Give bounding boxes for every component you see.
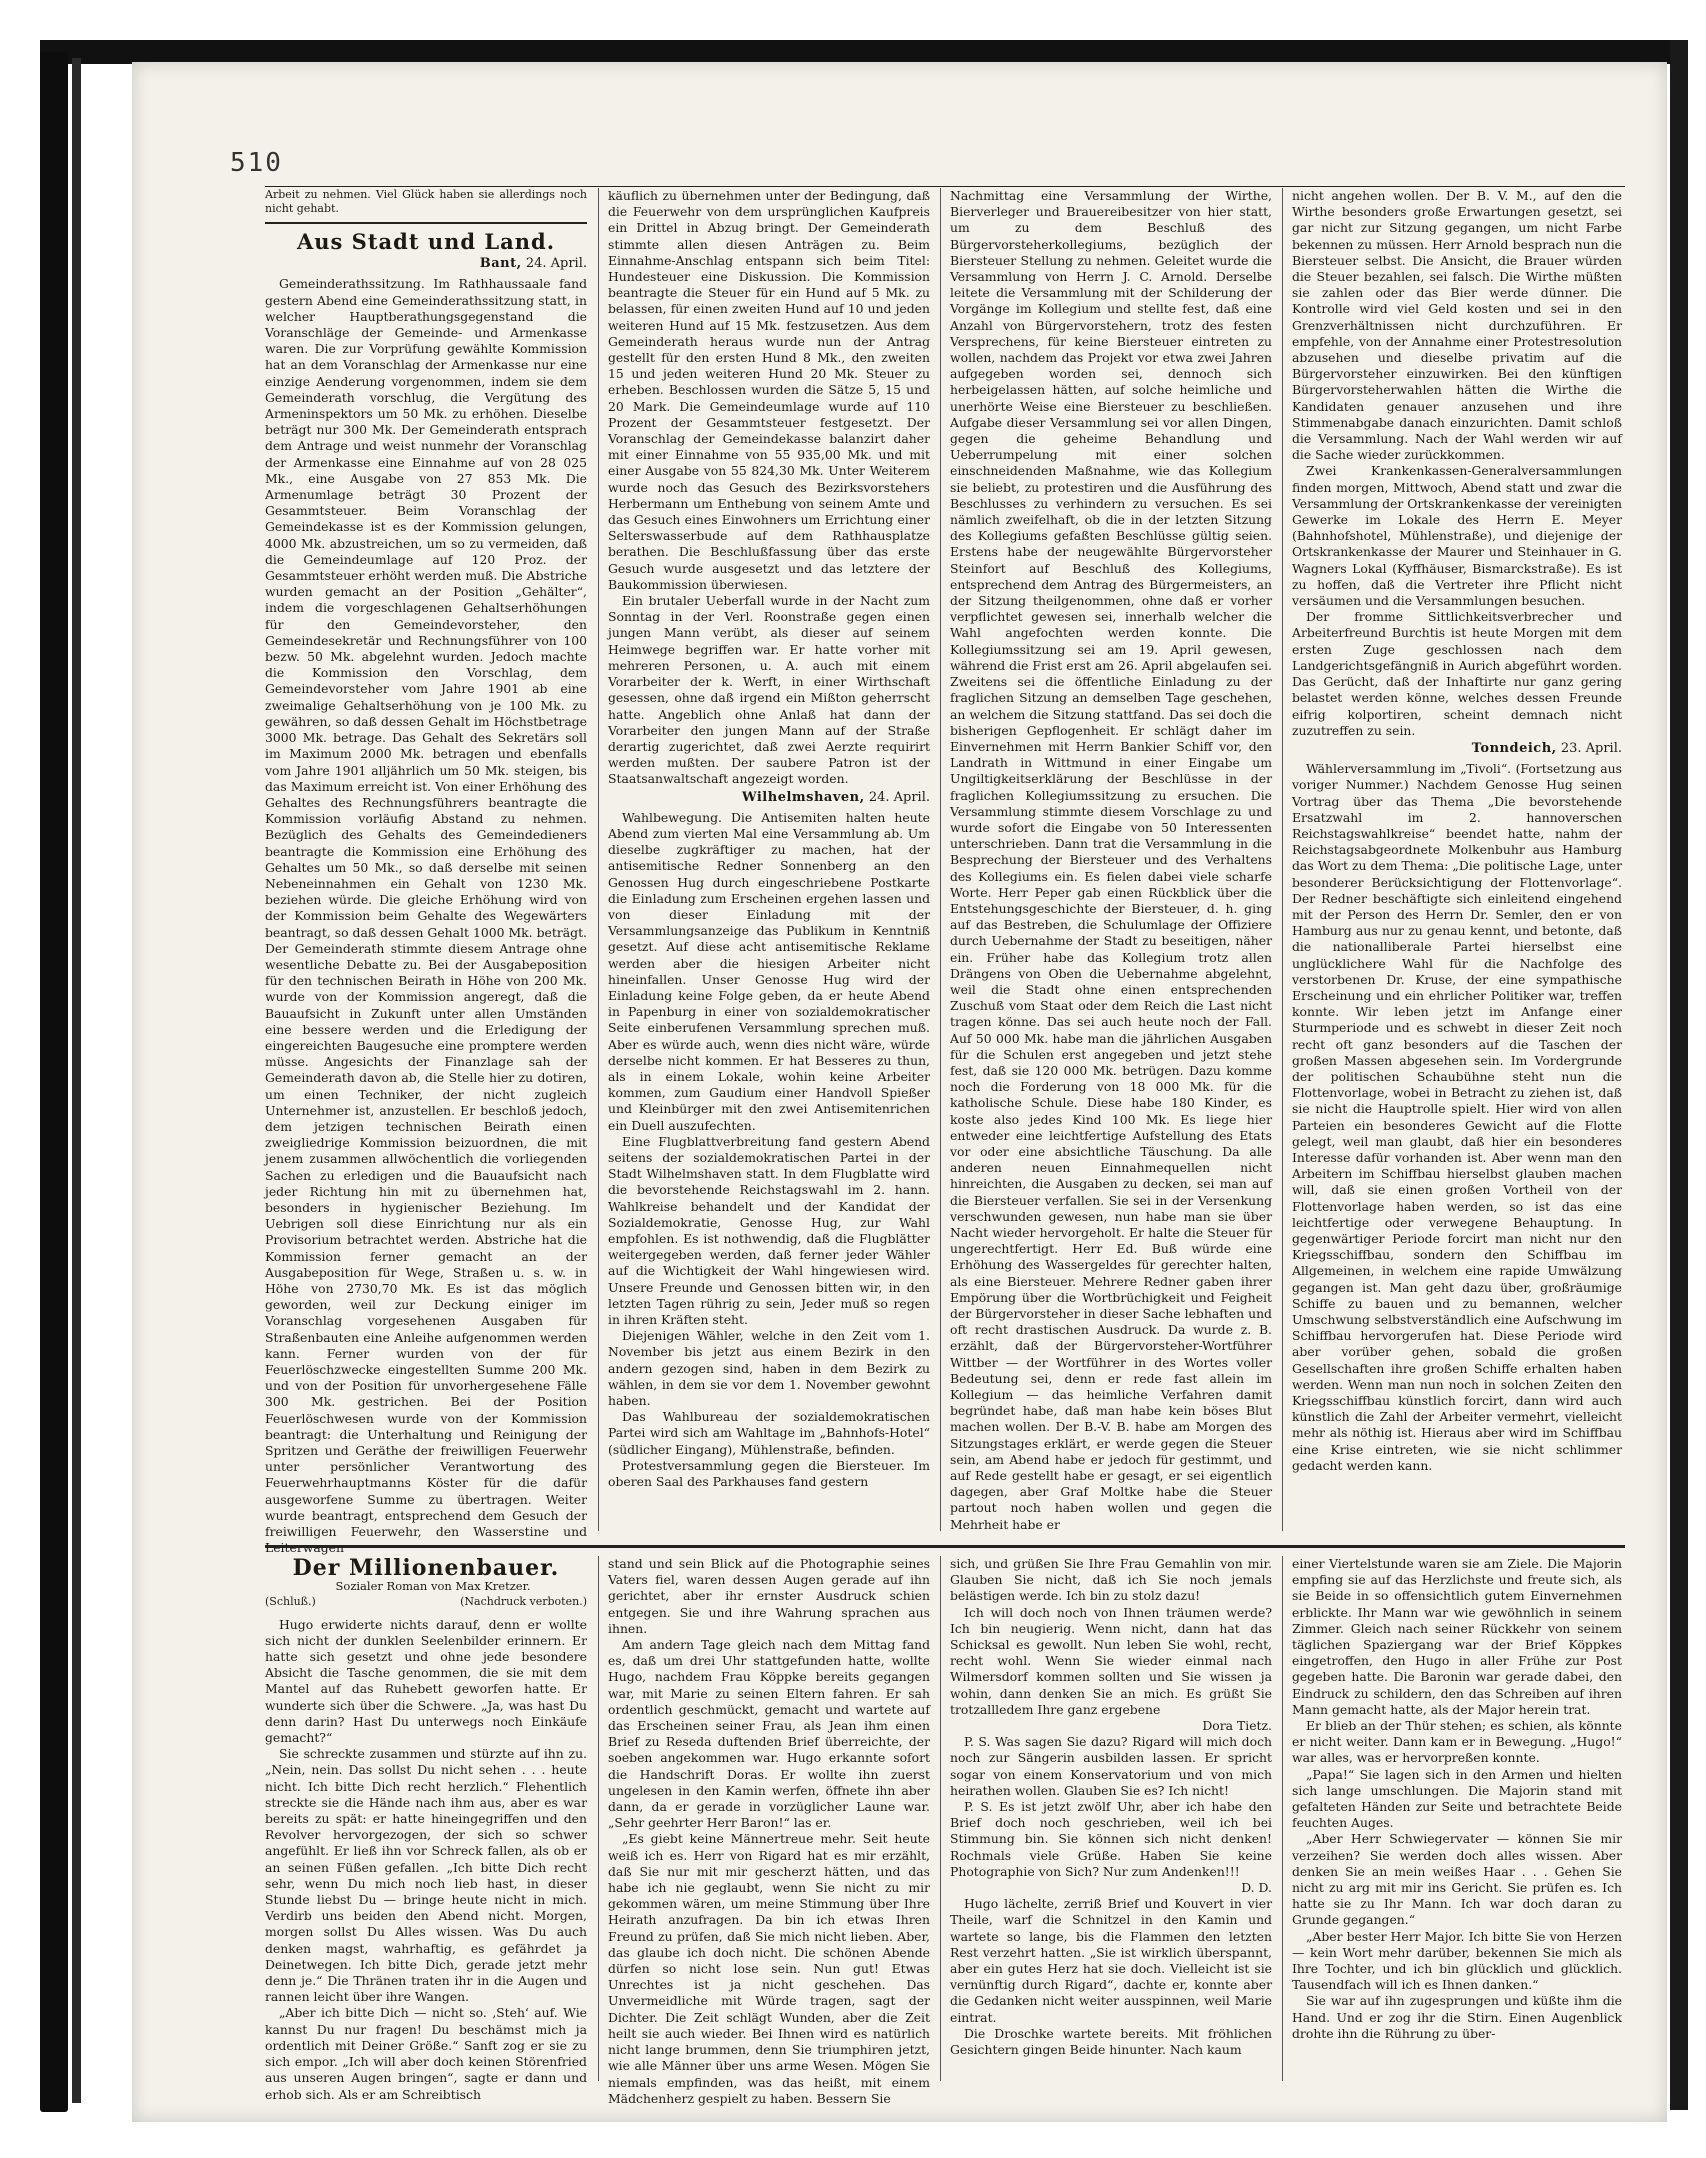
page-number: 510 xyxy=(230,148,283,178)
novel-paragraph: Die Droschke wartete bereits. Mit fröhlichen Gesichtern gingen Beide hinunter. Nach kaum xyxy=(950,2025,1272,2058)
novel-notes xyxy=(265,1594,587,1610)
article-paragraph: nicht angehen wollen. Der B. V. M., auf den die Wirthe besonders große Erwartungen gesetzt, sei gar nicht zur Sitzung gegangen, um nicht Farbe bekennen zu müssen. Herr Arnold besprach nun die Biersteuer selbst. Die Ansicht, die Brauer würden die Steuer bezahlen, sei falsch. Die Wirthe müßten sie zahlen oder das Bier werde dünner. Die Kontrolle wird viel Geld kosten und sei in den Grenzverhältnissen nicht durchzuführen. Er empfehle, von der Annahme einer Protestresolution abzusehen und dieselbe privatim auf die Bürgervorsteher einzuwirken. Bei den künftigen Bürgervorsteherwahlen hätten die Wirthe die Kandidaten genauer anzusehen und ihre Stimmenabgabe danach einzurichten. Damit schloß die Versammlung. Nach der Wahl werden wir auf die Sache wieder zurückkommen. xyxy=(1292,188,1622,463)
binding-top xyxy=(40,40,1680,64)
column-2 xyxy=(608,188,930,1533)
column-1 xyxy=(265,188,587,1540)
novel-paragraph: „Papa!“ Sie lagen sich in den Armen und hielten sich lange umschlungen. Die Majorin stand mit gefalteten Händen zur Seite und betrachtete Beide feuchten Auges. xyxy=(1292,1766,1622,1831)
column-divider xyxy=(940,1556,941,2081)
article-paragraph: Protestversammlung gegen die Biersteuer. Im oberen Saal des Parkhauses fand gestern xyxy=(608,1457,930,1490)
novel-paragraph: Ich will doch noch von Ihnen träumen werde? Ich bin neugierig. Wenn nicht, dann hat das Schicksal es gewollt. Nun leben Sie wohl, recht, recht wohl. Wenn Sie wieder einmal nach Wilmersdorf kommen sollten und Sie wissen ja wohin, dann denken Sie an mich. Es grüßt Sie trotzallledem Ihre ganz ergebene xyxy=(950,1604,1272,1717)
novel-column-3 xyxy=(950,1556,1272,2086)
article-paragraph: Zwei Krankenkassen-Generalversammlungen finden morgen, Mittwoch, Abend statt und zwar die Versammlung der Ortskrankenkasse der vereinigten Gewerke im Lokale des Herrn E. Meyer (Bahnhofshotel, Mühlenstraße), und diejenige der Ortskrankenkasse der Maurer und Steinhauer in G. Wagners Lokal (Kyffhäuser, Bismarckstraße). Es ist zu hoffen, daß die Vertreter ihre Pflicht nicht versäumen und die Versammlungen besuchen. xyxy=(1292,463,1622,609)
novel-paragraph: Er blieb an der Thür stehen; es schien, als könnte er nicht weiter. Dann kam er in Bewegung. „Hugo!“ war alles, was er hervorpreßen konnte. xyxy=(1292,1718,1622,1766)
column-3 xyxy=(950,188,1272,1533)
dateline xyxy=(1292,741,1622,757)
article-paragraph: Nachmittag eine Versammlung der Wirthe, Bierverleger und Brauereibesitzer von hier statt, um zu dem Beschluß des Bürgervorsteherkollegiums, bezüglich der Biersteuer Stellung zu nehmen. Geleitet wurde die Versammlung von Herrn J. C. Arnold. Derselbe leitete die Versammlung mit der Schilderung der Vorgänge im Kollegium und stellte fest, daß eine Anzahl von Bürgervorstehern, trotz des festen Versprechens, für keine Biersteuer eintreten zu wollen, nachdem das Projekt vor etwa zwei Jahren aufgegeben worden sei, dennoch sich herbeigelassen hätten, auf solche heimliche und unerhörte Weise eine Biersteuer zu beschließen. Aufgabe dieser Versammlung sei vor allen Dingen, gegen die geheime Behandlung und Ueberrumpelung mit einer solchen einschneidenden Maßnahme, wie das Kollegium sie beliebt, zu protestiren und die Ausführung des Beschlusses zu verhindern zu versuchen. Es sei nämlich zweifelhaft, ob die in der letzten Sitzung des Kollegiums gefaßten Beschlüsse gültig seien. Erstens habe der neugewählte Bürgervorsteher Steinfort auf Beschluß des Kollegiums, entsprechend dem Antrag des Bürgermeisters, an der Sitzung theilgenommen, ohne daß er vorher verpflichtet gewesen sei, innerhalb welcher die Wahl angefochten werden konnte. Die Kollegiumssitzung sei am 19. April gewesen, während die Frist erst am 26. April abgelaufen sei. Zweitens sei die öffentliche Einladung zu der fraglichen Sitzung an demselben Tage geschehen, an welchem die Sitzung stattfand. Das sei doch die bisherigen Gepflogenheit. Er schlägt daher im Einvernehmen mit Herrn Bankier Schiff vor, den Landrath in Wittmund in einer Eingabe um Ungiltigkeitserklärung der Beschlüsse in der fraglichen Kollegiumssitzung zu ersuchen. Die Versammlung stimmte diesem Vorschlage zu und wurde sofort die Eingabe von 50 Interessenten unterschrieben. Dann trat die Versammlung in die Besprechung der Biersteuer und des Verhaltens des Kollegiums ein. Es fielen dabei viele scharfe Worte. Herr Peper gab einen Rückblick über die Entstehungsgeschichte der Biersteuer, d. h. ging auf das Bestreben, die Schulumlage der Offiziere durch Uebernahme der Stadt zu beseitigen, näher ein. Früher habe das Kollegium trotz allen Drängens von Oben die Uebernahme abgelehnt, weil die Stadt ohne einen entsprechenden Zuschuß vom Staat oder dem Reich die Last nicht tragen könne. Das sei auch heute noch der Fall. Auf 50 000 Mk. habe man die jährlichen Ausgaben für die Schulen erst angegeben und jetzt stehe fest, daß sie 120 000 Mk. betrügen. Dazu komme noch die Forderung von 18 000 Mk. für die katholische Schule. Diese habe 180 Kinder, es koste also jedes Kind 100 Mk. Es liege hier entweder eine leichtfertige Aufstellung des Etats vor oder eine absichtliche Täuschung. Da alle anderen neuen Einnahmequellen nicht hinreichten, die Ausgaben zu decken, sei man auf die Biersteuer verfallen. Sie sei in der Versenkung verschwunden gewesen, nun habe man sie über Nacht wieder hervorgeholt. Er halte die Steuer für ungerechtfertigt. Herr Ed. Buß würde eine Erhöhung des Wassergeldes für gerechter halten, als eine Biersteuer. Mehrere Redner gaben ihrer Empörung über die Wortbrüchigkeit und Feigheit der Bürgervorsteher in dieser Sache lebhaften und oft recht drastischen Ausdruck. Da wurde z. B. erzählt, daß der Bürgervorsteher-Wortführer Wittber — der Wortführer in des Wortes voller Bedeutung sei, denn er rede fast allein im Kollegium — das heimliche Verfahren damit begründet habe, daß man habe kein böses Blut machen wollen. Der B.-V. B. habe am Morgen des Sitzungstages erklärt, er werde gegen die Steuer sein, am Abend habe er jedoch für gestimmt, und auf Rede gestellt habe er gesagt, er sei eigentlich dagegen, aber Graf Moltke habe die Steuer partout noch haben wollen und gegen die Mehrheit habe er xyxy=(950,188,1272,1532)
dateline-date: 23. April. xyxy=(1560,740,1622,756)
binding-right xyxy=(1670,40,1688,2110)
postscript: P. S. Was sagen Sie dazu? Rigard will mich doch noch zur Sängerin ausbilden lassen. Er spricht sogar von einem Konservatorium und von mich heirathen wollen. Glauben Sie es? Ich nicht! xyxy=(950,1734,1272,1798)
article-paragraph: Diejenigen Wähler, welche in den Zeit vom 1. November bis jetzt aus einem Bezirk in den andern gezogen sind, haben in dem Bezirk zu wählen, in dem sie vor dem 1. November gewohnt haben. xyxy=(608,1328,930,1409)
article-paragraph: Eine Flugblattverbreitung fand gestern Abend seitens der sozialdemokratischen Partei in der Stadt Wilhelmshaven statt. In dem Flugblatte wird die bevorstehende Reichstagswahl im 2. hann. Wahlkreise behandelt und der Kandidat der Sozialdemokratie, Genosse Hug, zur Wahl empfohlen. Es ist nothwendig, daß die Flugblätter weitergegeben werden, daß ferner jeder Wähler auf die Wichtigkeit der Wahl hingewiesen wird. Unsere Freunde und Genossen bitten wir, in den letzten Tagen rührig zu sein, Jeder muß so regen in ihren Kräften steht. xyxy=(608,1133,930,1328)
novel-paragraph: stand und sein Blick auf die Photographie seines Vaters fiel, waren dessen Augen gerade auf ihn gerichtet, aber ihr ernster Ausdruck schien entgegen. Sie und ihre Wahrung sprachen aus ihnen. xyxy=(608,1556,930,1636)
novel-paragraph: Sie schreckte zusammen und stürzte auf ihn zu. „Nein, nein. Das sollst Du nicht sehen . . . heute nicht. Ich bitte Dich recht herzlich.“ Flehentlich streckte sie die Hände nach ihm aus, aber es war bereits zu spät: er hatte hineingegriffen und den Revolver hervorgezogen, der sich so schwer angefühlt. Er ließ ihn vor Schreck fallen, als ob er an seinen Füßen gefallen. „Ich bitte Dich recht sehr, wenn Du mich noch lieb hast, in dieser Stunde liebst Du — bringe heute nicht in mich. Verdirb uns beiden den Abend nicht. Morgen, morgen sollst Du Alles wissen. Was Du auch denken magst, wahrhaftig, es gefährdet ja Deinetwegen. Ich bitte Dich, gerade jetzt mehr denn je.“ Die Thränen traten ihr in die Augen und rannen leicht über ihre Wangen. xyxy=(265,1746,587,2005)
section-title: Aus Stadt und Land. xyxy=(296,229,556,254)
top-rule xyxy=(265,186,1625,187)
feuilleton-rule xyxy=(265,1545,1625,1548)
article-paragraph: Wahlbewegung. Die Antisemiten halten heute Abend zum vierten Mal eine Versammlung ab. Um dieselbe zugkräftiger zu machen, hat der antisemitische Redner Sonnenberg an den Genossen Hug durch eingeschriebene Postkarte die Einladung zum Erscheinen ergehen lassen und von dieser Einladung mit der Versammlungsanzeige das Publikum in Kenntniß gesetzt. Auf diese acht antisemitische Reklame werden aber die hiesigen Arbeiter nicht hineinfallen. Unser Genosse Hug wird der Einladung keine Folge geben, da er heute Abend in Papenburg in einer von sozialdemokratischer Seite einberufenen Versammlung sprechen muß. Aber es würde auch, wenn dies nicht wäre, würde derselbe nicht kommen. Er hat Besseres zu thun, als in einem Lokale, wohin keine Arbeiter kommen, zum Gaudium einer Handvoll Spießer und Kleinbürger mit den zwei Antisemitenrichen ein Duell auszufechten. xyxy=(608,809,930,1133)
novel-paragraph: „Aber Herr Schwiegervater — können Sie mir verzeihen? Sie werden doch alles wissen. Aber denken Sie an mein weißes Haar . . . Gehen Sie nicht zu arg mit mir ins Gericht. Sie prüfen es. Ich hatte sie zu Ihr Mann. Ich war doch daran zu Grunde gegangen.“ xyxy=(1292,1831,1622,1928)
dateline xyxy=(608,790,930,806)
top-note: Arbeit zu nehmen. Viel Glück haben sie allerdings noch nicht gehabt. xyxy=(265,188,587,215)
article-paragraph: Gemeinderathssitzung. Im Rathhaussaale fand gestern Abend eine Gemeinderathssitzung statt, in welcher Hauptberathungsgegenstand die Voranschläge der Gemeinde- und Armenkasse waren. Die zur Vorprüfung gewählte Kommission hat an dem Voranschlag der Armenkasse nur eine einzige Aenderung vorgenommen, indem sie dem Gemeinderath vorschlug, die Vergütung des Armeninspektors um 50 Mk. zu erhöhen. Dieselbe beträgt nur 300 Mk. Der Gemeinderath entsprach dem Antrage und weist nunmehr der Voranschlag der Armenkasse eine Einnahme auf von 28 025 Mk., eine Ausgabe von 27 853 Mk. Die Armenumlage beträgt 30 Prozent der Gesammtsteuer. Beim Voranschlag der Gemeindekasse ist es der Kommission gelungen, 4000 Mk. abzustreichen, um so zu vermeiden, daß die Gemeindeumlage auf 120 Proz. der Gesammtsteuer erhöht werden muß. Die Abstriche wurden gemacht an der Position „Gehälter“, indem die vorgeschlagenen Gehaltserhöhungen für den Gemeindevorsteher, den Gemeindesekretär und Rechnungsführer von 100 bezw. 50 Mk. abgelehnt wurden. Jedoch machte die Kommission den Vorschlag, dem Gemeindevorsteher vom Jahre 1901 ab eine zweimalige Gehaltserhöhung von je 100 Mk. zu gewähren, so daß dessen Gehalt im Höchstbetrage 3000 Mk. betrage. Das Gehalt des Sekretärs soll im Maximum 2000 Mk. betragen und ebenfalls vom Jahre 1901 alljährlich um 50 Mk. steigen, bis das Maximum erreicht ist. Von einer Erhöhung des Gehaltes des Rechnungsführers beantragte die Kommission vorläufig Abstand zu nehmen. Bezüglich des Gehalts des Gemeindedieners beantragte die Kommission eine Erhöhung des Gehaltes um 50 Mk., so daß derselbe mit seinen Nebeneinnahmen ein Gehalt von 1230 Mk. beziehen würde. Die gleiche Erhöhung wird von der Kommission beim Gehalte des Wegewärters beantragt, so daß dessen Gehalt 1000 Mk. beträgt. Der Gemeinderath stimmte diesem Antrage ohne wesentliche Debatte zu. Bei der Ausgabeposition für den technischen Beirath in Höhe von 200 Mk. wurde von der Kommission angeregt, daß die Bauaufsicht in Zukunft unter allen Umständen eine bessere werden und die Erledigung der eingereichten Baugesuche eine promptere werden müsse. Angesichts der Finanzlage sah der Gemeinderath davon ab, die Stelle hier zu dotiren, um einen Techniker, der nicht zugleich Unternehmer ist, anzustellen. Er beschloß jedoch, dem jetzigen technischen Beirath einen zweigliedrige Kommission beizuordnen, die mit jenem zusammen allwöchentlich die vorliegenden Sachen zu erledigen und die Bauaufsicht nach jeder Richtung hin mit zu übernehmen hat, besonders in hygienischer Beziehung. Im Uebrigen soll diese Einrichtung nur als ein Provisorium betrachtet werden. Abstriche hat die Kommission ferner gemacht an der Ausgabeposition für Wege, Straßen u. s. w. in Höhe von 2730,70 Mk. Es ist das möglich geworden, weil zur Deckung einiger im Voranschlag vorgesehenen Ausgaben für Straßenbauten eine Anleihe aufgenommen werden kann. Ferner wurden von der für Feuerlöschzwecke eingestellten Summe 200 Mk. und von der Position für unvorhergesehene Fälle 300 Mk. gestrichen. Bei der Position Feuerlöschwesen wurde von der Kommission beantragt: die Unterhaltung und Reinigung der Spritzen und Geräthe der freiwilligen Feuerwehr unter persönlicher Verantwortung des Feuerwehrhauptmanns Köster für die dafür ausgeworfene Summe zu übertragen. Weiter wurde beantragt, entsprechend dem Gesuch der freiwilligen Feuerwehr, den Wasserstine und xyxy=(265,276,587,1540)
novel-paragraph: Hugo lächelte, zerriß Brief und Kouvert in vier Theile, warf die Schnitzel in den Kamin und wartete so lange, bis die Flammen den letzten Rest verzehrt hatten. „Sie ist wirklich überspannt, aber ein gutes Herz hat sie doch. Vielleicht ist sie vernünftig durch Rigard“, dachte er, konnte aber die Gedanken nicht weiter ausspinnen, weil Marie eintrat. xyxy=(950,1896,1272,2025)
column-divider xyxy=(940,188,941,1531)
column-divider xyxy=(598,188,599,1531)
novel-paragraph: „Aber bester Herr Major. Ich bitte Sie von Herzen — kein Wort mehr darüber, bekennen Sie mich als Ihre Tochter, und ich bin glücklich und glücklich. Tausendfach will ich es Ihnen danken.“ xyxy=(1292,1928,1622,1993)
dateline-date: 24. April. xyxy=(868,789,930,805)
postscript: P. S. Es ist jetzt zwölf Uhr, aber ich habe den Brief doch noch geschrieben, weil ich bei Stimmung bin. Sie können sich nicht denken! Rochmals viele Grüße. Haben Sie keine Photographie von Sich? Nur zum Andenken!!! xyxy=(950,1799,1272,1879)
dateline-place: Wilhelmshaven, xyxy=(742,789,865,805)
novel-right-note: (Nachdruck verboten.) xyxy=(460,1595,587,1609)
article-paragraph: käuflich zu übernehmen unter der Bedingung, daß die Feuerwehr von dem ursprünglichen Kaufpreis ein Drittel in Abzug bringt. Der Gemeinderath stimmte allen diesen Anträgen zu. Beim Einnahme-Anschlag entspann sich beim Titel: Hundesteuer eine Diskussion. Die Kommission beantragte die Steuer für ein Hund auf 5 Mk. zu belassen, für einen zweiten Hund auf 10 und jeden weiteren Hund auf 15 Mk. festzusetzen. Aus dem Gemeinderath heraus wurde nun der Antrag gestellt für den ersten Hund 8 Mk., den zweiten 15 und jeden weiteren Hund 20 Mk. Steuer zu erheben. Beschlossen wurden die Sätze 5, 15 und 20 Mark. Die Gemeindeumlage wurde auf 110 Prozent der Gesammtsteuer festgesetzt. Der Voranschlag der Gemeindekasse balanzirt daher mit einer Einnahme von 55 935,00 Mk. und mit einer Ausgabe von 55 824,30 Mk. Unter Weiterem wurde noch das Gesuch des Bezirksvorstehers Herbermann um Enthebung von seinem Amte und das Gesuch eines Einwohners um Errichtung einer Selterswasserbude auf dem Rathhausplatze berathen. Die Beschlußfassung über das erste Gesuch wurde ausgesetzt und das letztere der Baukommission überwiesen. xyxy=(608,188,930,592)
binding-spine xyxy=(72,58,81,2103)
column-divider xyxy=(1282,1556,1283,2081)
dateline-place: Bant, xyxy=(479,256,522,272)
novel-paragraph: einer Viertelstunde waren sie am Ziele. Die Majorin empfing sie auf das Herzlichste und freute sich, als sie Beide in so offensichtlich gutem Einvernehmen erblickte. Ihr Mann war wie gewöhnlich in seinem Zimmer. Gleich nach seiner Rückkehr von seinem täglichen Spaziergang war der Brief Köppkes eingetroffen, den Hugo in aller Frühe zur Post gegeben hatte. Die Baronin war gerade dabei, den Eindruck zu schildern, den das Schreiben auf ihren Mann gemacht hatte, als der Major herein trat. xyxy=(1292,1556,1622,1717)
binding-left xyxy=(40,52,68,2112)
article-paragraph: Der fromme Sittlichkeitsverbrecher und Arbeiterfreund Burchtis ist heute Morgen mit dem ersten Zuge geschlossen nach dem Landgerichtsgefängniß in Aurich abgeführt worden. Das Gerücht, daß der Inhaftirte nur ganz gering belastet werden könne, welches dessen Freunde eifrig kolportiren, scheint demnach nicht zuzutreffen zu sein. xyxy=(1292,609,1622,738)
novel-paragraph: sich, und grüßen Sie Ihre Frau Gemahlin von mir. Glauben Sie nicht, daß ich Sie noch jemals belästigen werde. Ich bin zu stolz dazu! xyxy=(950,1556,1272,1604)
novel-subtitle: Sozialer Roman von Max Kretzer. xyxy=(335,1579,531,1594)
novel-title: Der Millionenbauer. xyxy=(292,1555,560,1581)
novel-paragraph: „Es giebt keine Männertreue mehr. Seit heute weiß ich es. Herr von Rigard hat es mir erzählt, daß Sie nur mit mir gescherzt hätten, und das habe ich nie geglaubt, wenn Sie nicht zu mir gekommen wären, um meine Stimmung über Ihre Heirath anzufragen. Da bin ich etwas Ihren Freund zu prüfen, daß Sie mich nicht lieben. Aber, das glaube ich doch nicht. Die schönen Abende dürfen so nicht lose sein. Nun gut! Etwas Unrechtes ist ja nicht geschehen. Das Unvermeidliche mit Würde tragen, sagt der Dichter. Die Zeit schlägt Wunden, aber die Zeit heilt sie auch wieder. Bei Ihnen wird es natürlich nicht lange brummen, denn Sie triumphiren jetzt, wie alle Männer über uns arme Wesen. Mögen Sie niemals empfinden, was das heißt, mit einem Mädchenherz gespielt zu haben. Bessern Sie xyxy=(608,1831,930,2106)
novel-paragraph: Hugo erwiderte nichts darauf, denn er wollte sich nicht der dunklen Seelenbilder erinnern. Er hatte sich gesetzt und ohne jede besondere Absicht die Tasche genommen, die sie mit dem Mantel auf das Ruhebett geworfen hatte. Er wunderte sich über die Schwere. „Ja, was hast Du denn darin? Hast Du unterwegs noch Einkäufe gemacht?“ xyxy=(265,1616,587,1746)
novel-column-2 xyxy=(608,1556,930,2106)
dateline-date: 24. April. xyxy=(525,256,587,272)
novel-paragraph: Am andern Tage gleich nach dem Mittag fand es, daß um drei Uhr stattgefunden hatte, wollte Hugo, nachdem Frau Köppke bereits gegangen war, mit Marie zu seinen Eltern fahren. Er sah ordentlich geschmückt, gemacht und wartete auf das Erscheinen seiner Frau, als Jean ihm einen Brief zu Reseda duftenden Brief überreichte, der soeben angekommen war. Hugo erkannte sofort die Handschrift Doras. Er wollte ihn zuerst ungelesen in den Kamin werfen, öffnete ihn aber dann, da er gerade in vorzüglicher Laune war. „Sehr geehrter Herr Baron!“ las er. xyxy=(608,1637,930,1831)
letter-signature: Dora Tietz. xyxy=(1202,1718,1272,1734)
section-rule xyxy=(265,222,587,224)
article-paragraph: Das Wahlbureau der sozialdemokratischen Partei wird sich am Wahltage im „Bahnhofs-Hotel“ (südlicher Eingang), Mühlenstraße, befinden. xyxy=(608,1409,930,1457)
column-divider xyxy=(598,1556,599,2081)
letter-initials: D. D. xyxy=(1241,1880,1272,1896)
dateline xyxy=(265,256,587,272)
dateline-place: Tonndeich, xyxy=(1471,740,1557,756)
novel-left-note: (Schluß.) xyxy=(265,1595,316,1609)
article-paragraph: Ein brutaler Ueberfall wurde in der Nacht zum Sonntag in der Verl. Roonstraße gegen einen jungen Mann verübt, als dieser auf seinem Heimwege begriffen war. Er hatte vorher mit mehreren Personen, u. A. auch mit einem Vorarbeiter der k. Werft, in einer Wirthschaft gesessen, ohne daß irgend ein Mißton geherrscht hatte. Angeblich ohne Anlaß hat dann der Vorarbeiter den jungen Mann auf der Straße derartig zugerichtet, daß zwei Aerzte requirirt werden mußten. Der saubere Patron ist der Staatsanwaltschaft angezeigt worden. xyxy=(608,593,930,787)
novel-paragraph: Sie war auf ihn zugesprungen und küßte ihm die Hand. Und er zog ihr die Stirn. Einen Augenblick drohte ihn die Rührung zu über- xyxy=(1292,1993,1622,2041)
column-4 xyxy=(1292,188,1622,1533)
article-paragraph: Wählerversammlung im „Tivoli“. (Fortsetzung aus voriger Nummer.) Nachdem Genosse Hug seinen Vortrag über das Thema „Die bevorstehende Ersatzwahl im 2. hannoverschen Reichstagswahlkreise“ beendet hatte, nahm der Reichstagsabgeordnete Molkenbuhr aus Hamburg das Wort zu dem Thema: „Die politische Lage, unter besonderer Berücksichtigung der Flottenvorlage“. Der Redner beschäftigte sich einleitend eingehend mit der Person des Herrn Dr. Semler, den er von Hamburg aus nur zu genau kennt, und betonte, daß die nationalliberale Partei hierselbst eine unglücklichere Wahl für die Nachfolge des verstorbenen Dr. Kruse, der eine sympathische Erscheinung und ein ehrlicher Politiker war, treffen konnte. Wir leben jetzt im Anfange einer Sturmperiode und es schwebt in dieser Zeit noch recht oft ganz besonders auf die Taschen der großen Massen abgesehen sein. Im Vordergrunde der politischen Schaubühne steht nun die Flottenvorlage, wobei in Betracht zu ziehen ist, daß sie nicht die Hauptrolle spielt. Hier wird von allen Parteien ein besonderes Gewicht auf die Flotte gelegt, weil man glaubt, daß hier ein besonderes Interesse dafür vorhanden ist. Aber wenn man den Arbeitern im Schiffbau hierselbst glauben machen will, daß sie einen großen Vortheil von der Flottenvorlage haben werden, so ist das eine leichtfertige oder verwegene Behauptung. In gegenwärtiger Periode forcirt man nicht nur den Kriegsschiffbau, sondern den Schiffbau im Allgemeinen, in welchem eine rapide Umwälzung gegangen ist. Man geht dazu über, großräumige Schiffe zu bauen und zu bemannen, welcher Umschwung selbstverständlich eine Aufschwung im Schiffbau hervorgerufen hat. Diese Periode wird aber vorüber gehen, sobald die großen Gesellschaften ihre großen Schiffe erhalten haben werden. Wenn man nun noch in solchen Zeiten den Kriegsschiffbau künstlich forcirt, dann wird auch künstlich die Zahl der Arbeiter vermehrt, vielleicht mehr als nöthig ist. Hieraus aber wird im Schiffbau eine Krise eintreten, wie sie nicht schlimmer gedacht werden kann. xyxy=(1292,761,1622,1473)
novel-column-4 xyxy=(1292,1556,1622,2086)
column-divider xyxy=(1282,188,1283,1531)
novel-paragraph: „Aber ich bitte Dich — nicht so. ‚Steh‘ auf. Wie kannst Du nur fragen! Du beschämst mich ja ordentlich mit Deiner Größe.“ Sanft zog er sie zu sich empor. „Ich will aber doch keinen Störenfried aus unseren Augen bringen“, sagte er dann und erhob sich. Als er am Schreibtisch xyxy=(265,2005,587,2102)
novel-column-1 xyxy=(265,1555,587,2102)
